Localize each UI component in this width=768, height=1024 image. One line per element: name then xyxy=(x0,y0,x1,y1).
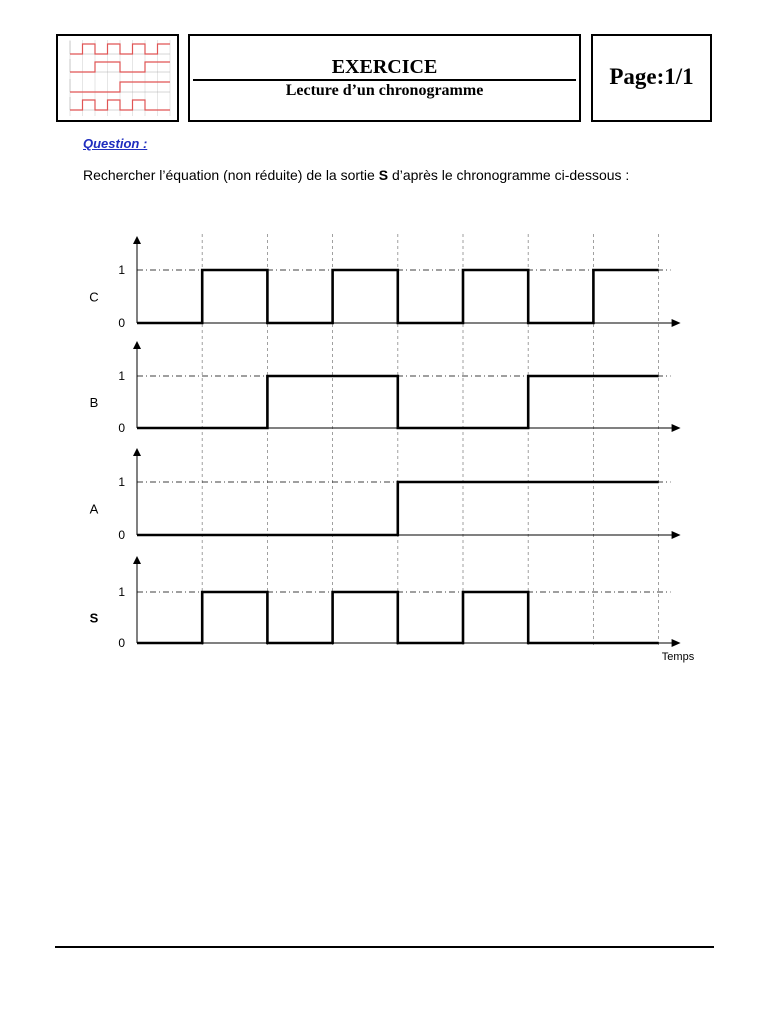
waveform-a xyxy=(137,482,659,535)
level-label-zero-b: 0 xyxy=(118,421,125,435)
x-axis-arrow-c xyxy=(672,319,681,327)
page-number: Page:1/1 xyxy=(609,64,694,89)
signal-name-c: C xyxy=(89,289,99,305)
y-axis-arrow-s xyxy=(133,556,141,564)
signal-name-a: A xyxy=(89,501,99,517)
level-label-zero-c: 0 xyxy=(118,316,125,330)
question-text-after: d’après le chronogramme ci-dessous : xyxy=(388,167,630,183)
level-label-one-a: 1 xyxy=(118,475,125,489)
waveform-c xyxy=(137,270,659,323)
question-label: Question : xyxy=(83,136,148,151)
question-text-before: Rechercher l’équation (non réduite) de la sortie xyxy=(83,167,379,183)
page-subtitle: Lecture d’un chronogramme xyxy=(285,82,484,99)
y-axis-arrow-b xyxy=(133,341,141,349)
level-label-zero-s: 0 xyxy=(118,636,125,650)
page-title: EXERCICE xyxy=(331,56,438,78)
footer-divider xyxy=(55,946,714,948)
waveform-s xyxy=(137,592,659,643)
level-label-one-b: 1 xyxy=(118,369,125,383)
level-label-zero-a: 0 xyxy=(118,528,125,542)
signal-name-s: S xyxy=(89,610,99,626)
x-axis-arrow-a xyxy=(672,531,681,539)
level-label-one-c: 1 xyxy=(118,263,125,277)
x-axis-label: Temps xyxy=(661,651,695,663)
y-axis-arrow-a xyxy=(133,448,141,456)
waveform-b xyxy=(137,376,659,428)
x-axis-arrow-b xyxy=(672,424,681,432)
signal-name-b: B xyxy=(89,395,99,410)
level-label-one-s: 1 xyxy=(118,585,125,599)
x-axis-arrow-s xyxy=(672,639,681,647)
y-axis-arrow-c xyxy=(133,236,141,244)
question-text-bold: S xyxy=(378,167,389,183)
